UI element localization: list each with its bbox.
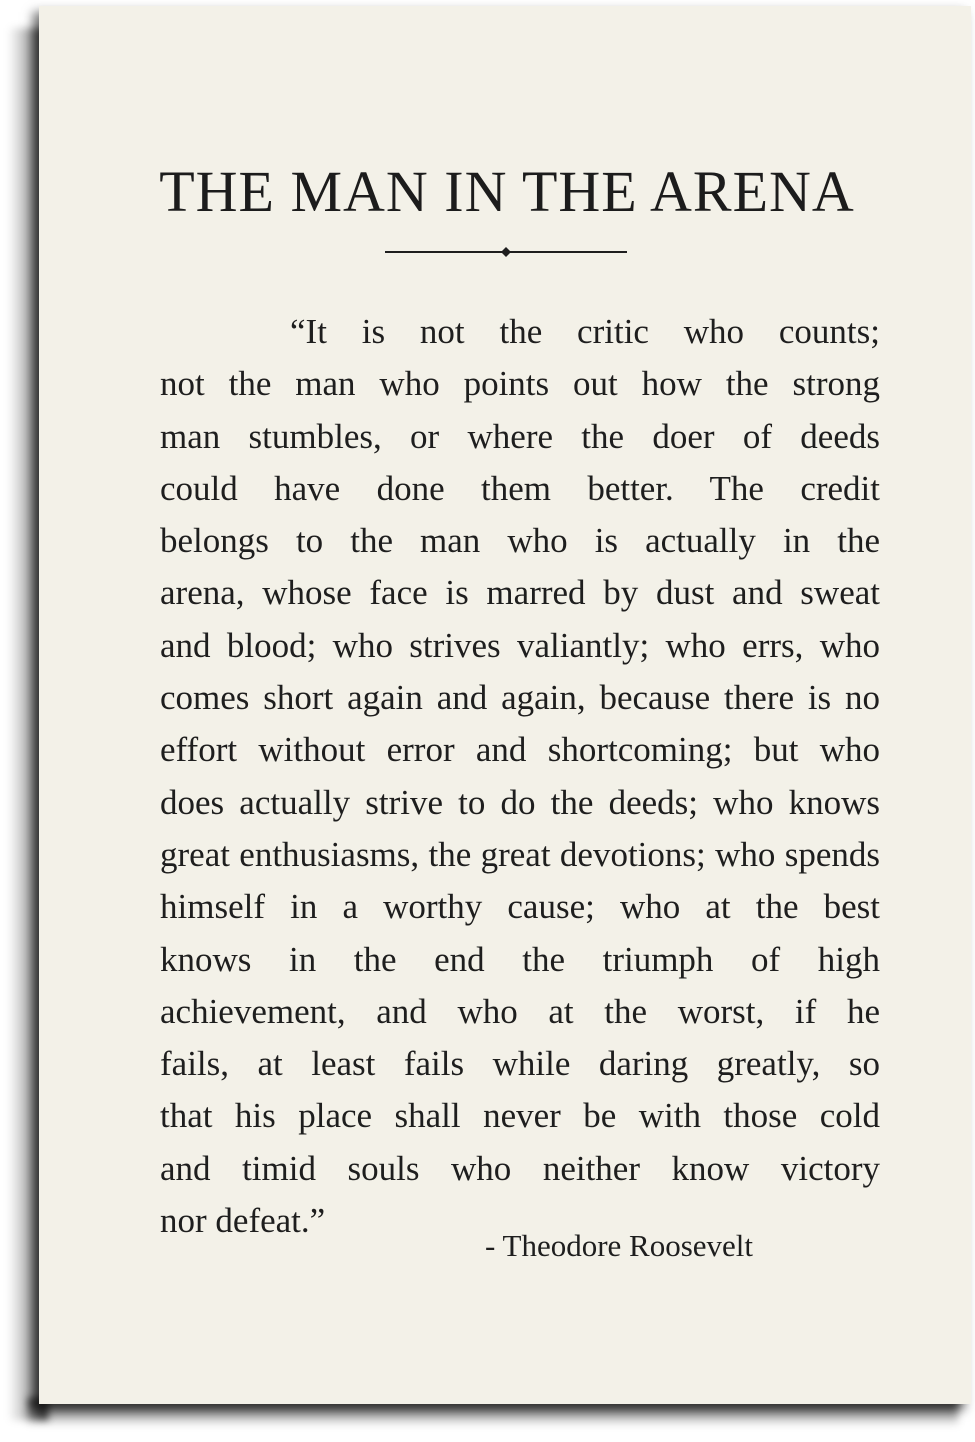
quote-line: achievement, and who at the worst, if he xyxy=(160,991,880,1031)
quote-line: effort without error and shortcoming; but who xyxy=(160,730,880,770)
quote-line: great enthusiasms, the great devotions; who spends xyxy=(160,834,880,874)
quote-line: arena, whose face is marred by dust and sweat xyxy=(160,573,880,613)
quote-line: that his place shall never be with those cold xyxy=(160,1096,880,1136)
quote-line: fails, at least fails while daring greatly, so xyxy=(160,1044,880,1084)
quote-line: could have done them better. The credit xyxy=(160,468,880,508)
quote-line: and blood; who strives valiantly; who errs, who xyxy=(160,625,880,665)
quote-line: does actually strive to do the deeds; who knows xyxy=(160,782,880,822)
ornamental-divider xyxy=(385,245,627,259)
quote-line: and timid souls who neither know victory xyxy=(160,1148,880,1188)
divider-diamond-icon xyxy=(501,247,511,257)
quote-line: belongs to the man who is actually in the xyxy=(160,521,880,561)
quote-body xyxy=(160,306,880,1247)
quote-line: not the man who points out how the strong xyxy=(160,364,880,404)
poster-title: THE MAN IN THE ARENA xyxy=(159,159,855,224)
quote-attribution: - Theodore Roosevelt xyxy=(485,1228,754,1263)
quote-line: knows in the end the triumph of high xyxy=(160,939,880,979)
quote-line: comes short again and again, because there is no xyxy=(160,678,880,718)
quote-line: “It is not the critic who counts; xyxy=(290,312,880,351)
poster-canvas xyxy=(39,6,971,1404)
quote-line: himself in a worthy cause; who at the best xyxy=(160,887,880,927)
quote-line: nor defeat.” xyxy=(160,1201,326,1241)
quote-line: man stumbles, or where the doer of deeds xyxy=(160,416,880,456)
